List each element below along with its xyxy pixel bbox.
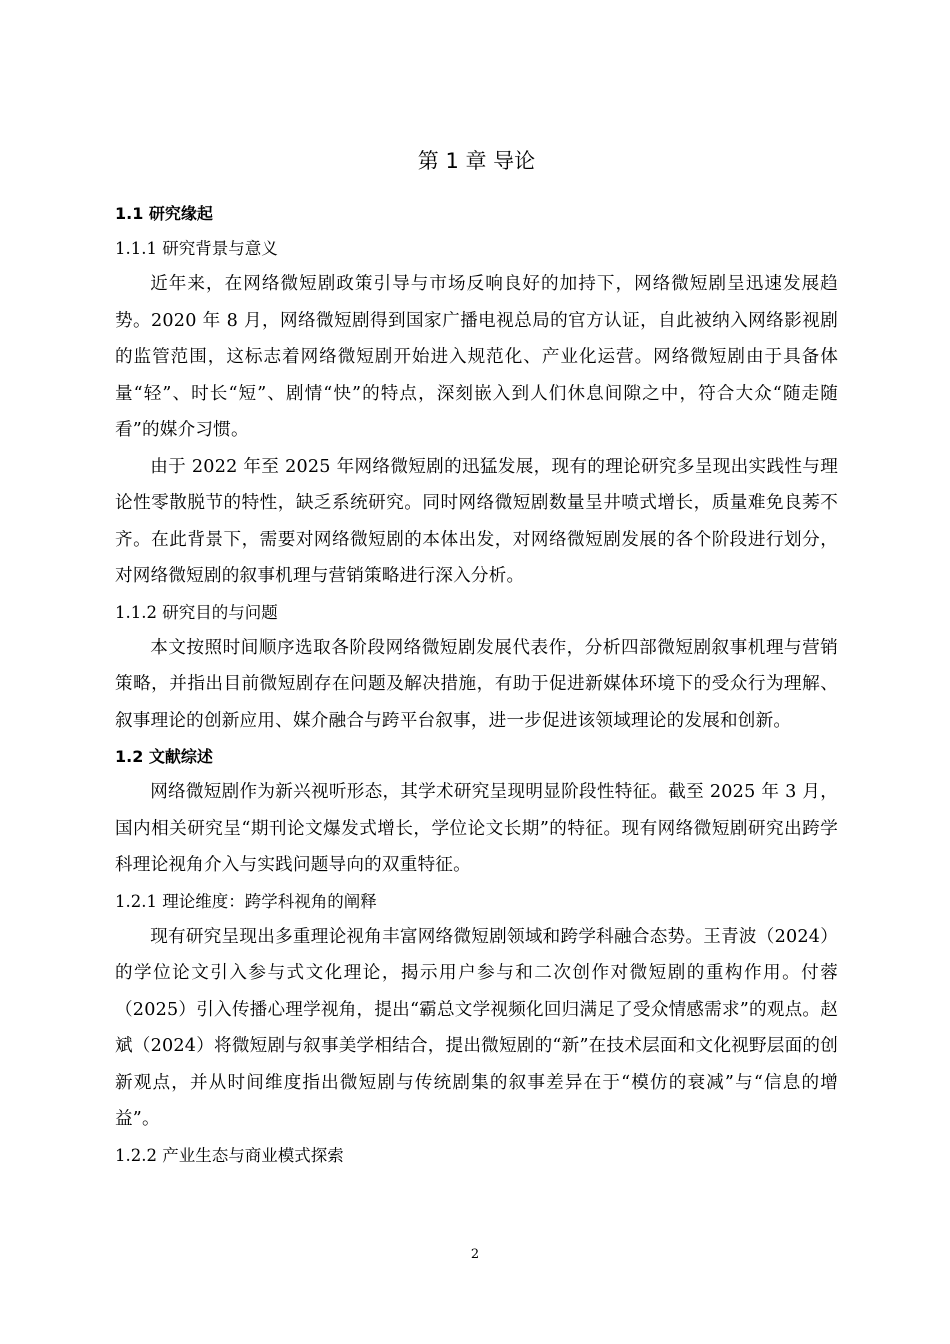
- paragraph: 由于 2022 年至 2025 年网络微短剧的迅猛发展，现有的理论研究多呈现出实践性与理论性零散脱节的特性，缺乏系统研究。同时网络微短剧数量呈井喷式增长，质量难免良莠不齐。在此背景下，需要对网络微短剧的本体出发，对网络微短剧发展的各个阶段进行划分，对网络微短剧的叙事机理与营销策略进行深入分析。: [115, 456, 838, 586]
- paragraph: 近年来，在网络微短剧政策引导与市场反响良好的加持下，网络微短剧呈迅速发展趋势。2020 年 8 月，网络微短剧得到国家广播电视总局的官方认证，自此被纳入网络影视剧的监管范围，这标志着网络微短剧开始进入规范化、产业化运营。网络微短剧由于具备体量“轻”、时长“短”、剧情“快”的特点，深刻嵌入到人们休息间隙之中，符合大众“随走随看”的媒介习惯。: [115, 274, 838, 440]
- page-content: [115, 146, 838, 1173]
- section-heading-1-2: 1.2 文献综述: [115, 747, 213, 766]
- chapter-title: 第 1 章 导论: [417, 149, 536, 173]
- subsection-heading-1-1-2: 1.1.2 研究目的与问题: [115, 602, 278, 622]
- paragraph: 本文按照时间顺序选取各阶段网络微短剧发展代表作，分析四部微短剧叙事机理与营销策略，并指出目前微短剧存在问题及解决措施，有助于促进新媒体环境下的受众行为理解、叙事理论的创新应用、媒介融合与跨平台叙事，进一步促进该领域理论的发展和创新。: [115, 637, 838, 731]
- subsection-heading-1-2-2: 1.2.2 产业生态与商业模式探索: [115, 1145, 344, 1165]
- subsection-heading-1-2-1: 1.2.1 理论维度：跨学科视角的阐释: [115, 891, 377, 911]
- section-heading-1-1: 1.1 研究缘起: [115, 204, 213, 223]
- page-number: 2: [470, 1247, 480, 1262]
- subsection-heading-1-1-1: 1.1.1 研究背景与意义: [115, 239, 278, 258]
- paragraph: 网络微短剧作为新兴视听形态，其学术研究呈现明显阶段性特征。截至 2025 年 3 月，国内相关研究呈“期刊论文爆发式增长，学位论文长期”的特征。现有网络微短剧研究出跨学科理论视角介入与实践问题导向的双重特征。: [115, 782, 838, 875]
- paragraph: 现有研究呈现出多重理论视角丰富网络微短剧领域和跨学科融合态势。王青波（2024）的学位论文引入参与式文化理论，揭示用户参与和二次创作对微短剧的重构作用。付蓉（2025）引入传播心理学视角，提出“霸总文学视频化回归满足了受众情感需求”的观点。赵斌（2024）将微短剧与叙事美学相结合，提出微短剧的“新”在技术层面和文化视野层面的创新观点，并从时间维度指出微短剧与传统剧集的叙事差异在于“模仿的衰减”与“信息的增益”。: [115, 926, 838, 1129]
